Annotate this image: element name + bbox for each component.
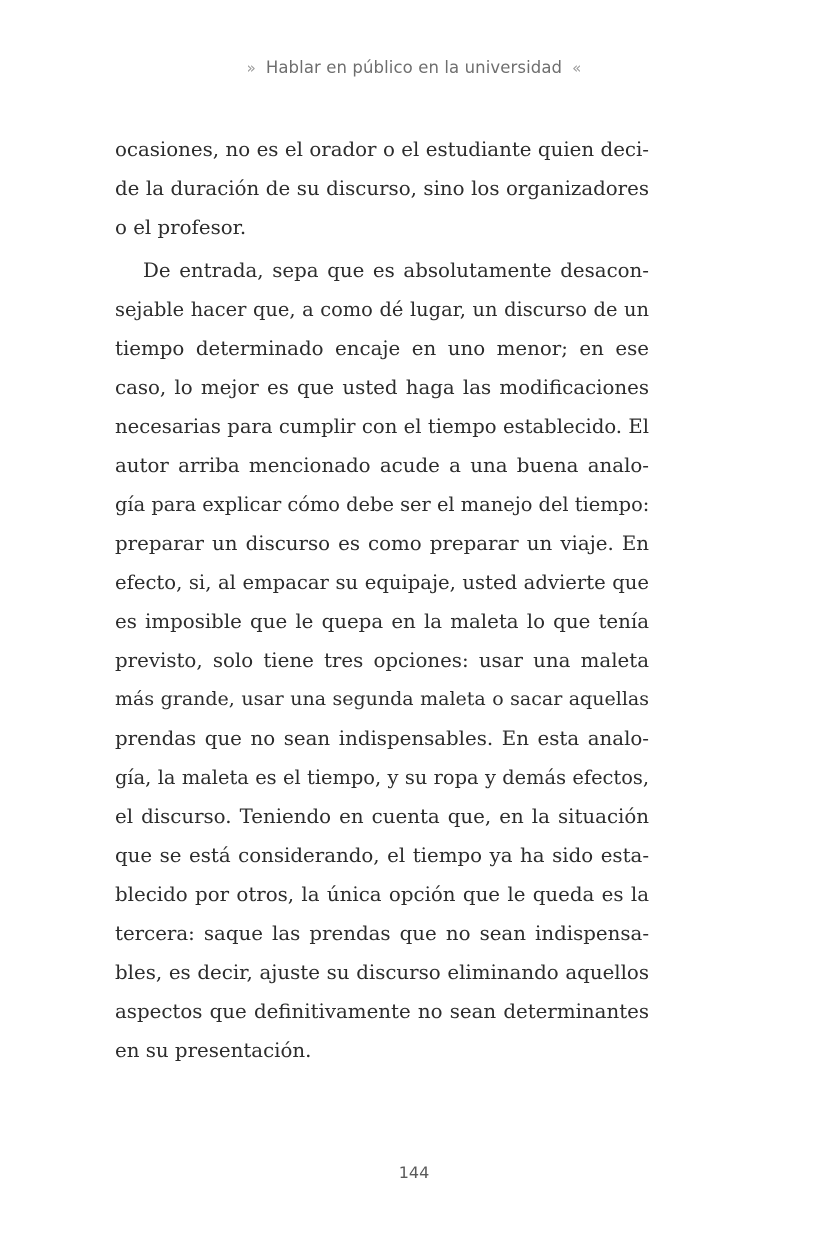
header-right-marker: « [572,59,582,77]
text-line: tiempo determinado encaje en uno menor; en ese [115,337,649,360]
text-line: De entrada, sepa que es absolutamente desacon- [143,259,649,282]
text-line: ocasiones, no es el orador o el estudiante quien deci- [115,138,649,161]
text-line: preparar un discurso es como preparar un viaje. En [115,532,649,555]
header-title: Hablar en público en la universidad [265,58,563,77]
text-line: previsto, solo tiene tres opciones: usar una maleta [115,649,649,672]
text-line: efecto, si, al empacar su equipaje, usted advierte que [115,571,649,594]
text-line: bles, es decir, ajuste su discurso eliminando aquellos [115,961,649,984]
text-line: caso, lo mejor es que usted haga las modificaciones [115,376,649,399]
paragraph-2 [115,251,649,1070]
body-text [115,130,649,1070]
text-line: necesarias para cumplir con el tiempo establecido. El [115,415,649,438]
text-line: en su presentación. [115,1039,312,1062]
text-line: aspectos que definitivamente no sean determinantes [115,1000,649,1023]
text-line: o el profesor. [115,216,247,239]
text-line: tercera: saque las prendas que no sean indispensa- [115,922,649,945]
header-left-marker: » [246,59,256,77]
text-line: el discurso. Teniendo en cuenta que, en la situación [115,805,649,828]
text-line: que se está considerando, el tiempo ya ha sido esta- [115,844,649,867]
text-line: gía para explicar cómo debe ser el manejo del tiempo: [115,493,650,516]
text-line: sejable hacer que, a como dé lugar, un discurso de un [115,298,649,321]
text-line: de la duración de su discurso, sino los organizadores [115,177,649,200]
text-line: prendas que no sean indispensables. En esta analo- [115,727,649,750]
paragraph-1 [115,130,649,247]
page-number: 144 [398,1163,430,1182]
text-line: autor arriba mencionado acude a una buena analo- [115,454,649,477]
text-line: blecido por otros, la única opción que le queda es la [115,883,649,906]
text-line: gía, la maleta es el tiempo, y su ropa y demás efectos, [115,766,649,789]
text-line: más grande, usar una segunda maleta o sacar aquellas [115,688,649,710]
running-header [0,58,828,77]
text-line: es imposible que le quepa en la maleta lo que tenía [115,610,649,633]
